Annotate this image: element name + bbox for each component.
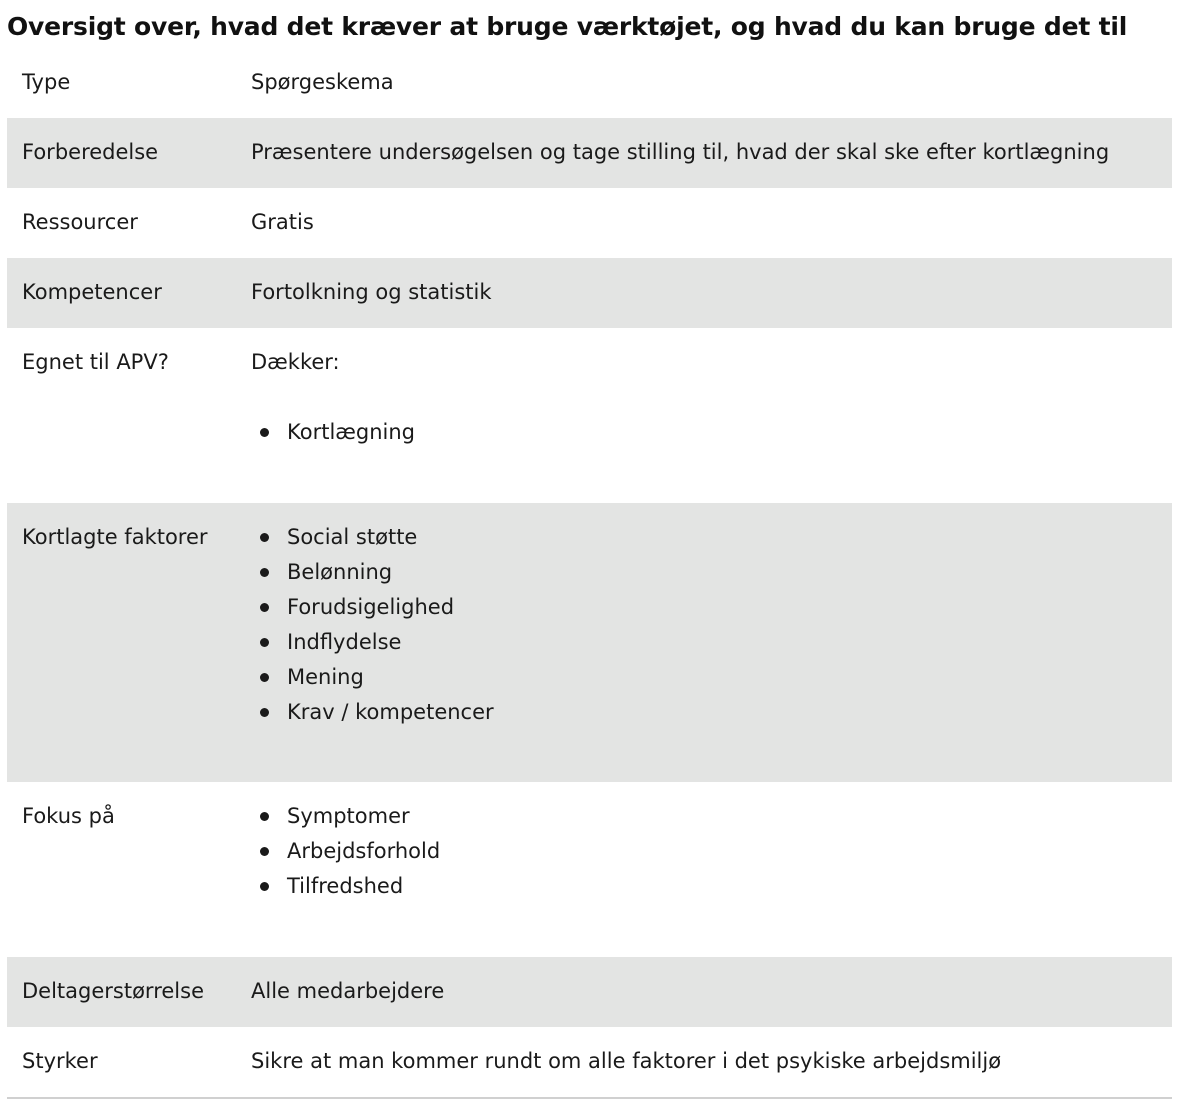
- row-label: Egnet til APV?: [22, 350, 169, 374]
- row-factors: [7, 503, 1172, 782]
- row-label: Deltagerstørrelse: [22, 979, 204, 1003]
- list-item: Arbejdsforhold: [251, 834, 1172, 869]
- row-label: Type: [22, 70, 71, 94]
- row-value: Gratis: [251, 210, 314, 234]
- row-value: [237, 345, 1172, 503]
- list-item: Belønning: [251, 555, 1172, 590]
- list-item: Symptomer: [251, 799, 1172, 834]
- focus-list: [251, 799, 1172, 904]
- row-label: Styrker: [22, 1049, 98, 1073]
- bullet-icon: [260, 638, 269, 647]
- bullet-icon: [260, 428, 269, 437]
- row-value: [237, 799, 1172, 957]
- row-label: Forberedelse: [22, 140, 159, 164]
- row-value: Fortolkning og statistik: [251, 280, 492, 304]
- overview-table: [7, 48, 1172, 1099]
- bullet-icon: [260, 812, 269, 821]
- list-item: Indflydelse: [251, 625, 1172, 660]
- row-value: Spørgeskema: [251, 70, 394, 94]
- bullet-icon: [260, 882, 269, 891]
- row-competences: [7, 258, 1172, 328]
- bullet-icon: [260, 568, 269, 577]
- list-item: Tilfredshed: [251, 869, 1172, 904]
- bullet-icon: [260, 708, 269, 717]
- list-item: Social støtte: [251, 520, 1172, 555]
- row-resources: [7, 188, 1172, 258]
- row-value: Præsentere undersøgelsen og tage stilling til, hvad der skal ske efter kortlægning: [251, 140, 1110, 164]
- row-label: Kompetencer: [22, 280, 162, 304]
- apv-intro: Dækker:: [251, 350, 340, 374]
- row-value: Alle medarbejdere: [251, 979, 445, 1003]
- row-apv: [7, 328, 1172, 503]
- bullet-icon: [260, 673, 269, 682]
- list-item: Forudsigelighed: [251, 590, 1172, 625]
- page-title: Oversigt over, hvad det kræver at bruge værktøjet, og hvad du kan bruge det til: [7, 12, 1128, 41]
- row-preparation: [7, 118, 1172, 188]
- bullet-icon: [260, 603, 269, 612]
- row-type: [7, 48, 1172, 118]
- bullet-icon: [260, 847, 269, 856]
- list-item: Krav / kompetencer: [251, 695, 1172, 730]
- row-label: Fokus på: [22, 804, 115, 828]
- row-label: Kortlagte faktorer: [22, 525, 208, 549]
- factors-list: [251, 520, 1172, 730]
- row-value: [237, 520, 1172, 782]
- apv-list: [251, 415, 1172, 450]
- spacer: [251, 380, 1172, 415]
- list-item: Mening: [251, 660, 1172, 695]
- row-focus: [7, 782, 1172, 957]
- list-item: Kortlægning: [251, 415, 1172, 450]
- row-value: Sikre at man kommer rundt om alle faktorer i det psykiske arbejdsmiljø: [251, 1049, 1002, 1073]
- bullet-icon: [260, 533, 269, 542]
- row-label: Ressourcer: [22, 210, 138, 234]
- row-strengths: [7, 1027, 1172, 1099]
- row-participants: [7, 957, 1172, 1027]
